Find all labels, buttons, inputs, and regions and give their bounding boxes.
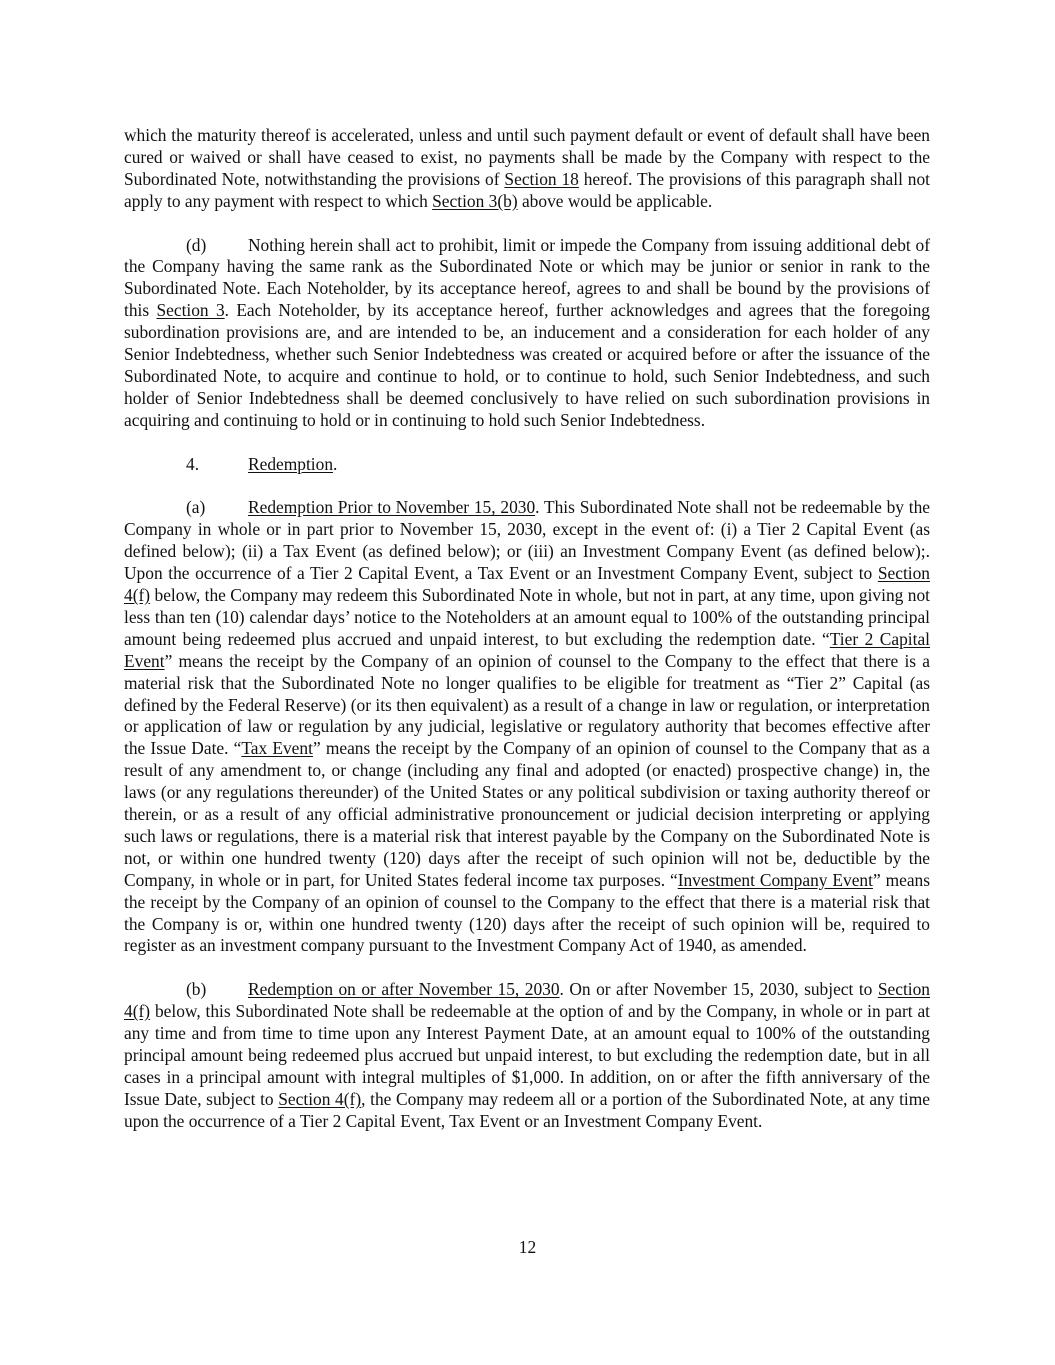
- section-4f-reference: Section 4(f): [124, 563, 930, 605]
- page-number: 12: [518, 1237, 537, 1257]
- paragraph-title: Redemption on or after November 15, 2030: [248, 979, 560, 1000]
- paragraph-title: Redemption Prior to November 15, 2030: [248, 497, 536, 518]
- section-title: Redemption: [248, 453, 334, 474]
- paragraph-4a: (a) Redemption Prior to November 15, 2030. This Subordinated Note shall not be redeemable by the Company in whole or in part prior to November 15, 2030, except in the event of: (i) a Tier 2 Capital Event (as defined below); (ii) a Tax Event (as defined below); or (iii) an Investment Company Event (as defined below);. Upon the occurrence of a Tier 2 Capital Event, a Tax Event or an Investment Company Event, subject to Section 4(f) below, the Company may redeem this Subordinated Note in whole, but not in part, at any time, upon giving not less than ten (10) calendar days’ notice to the Noteholders at an amount equal to 100% of the outstanding principal amount being redeemed plus accrued and unpaid interest, to but excluding the redemption date. “Tier 2 Capital Event” means the receipt by the Company of an opinion of counsel to the Company to the effect that there is a material risk that the Subordinated Note no longer qualifies to be eligible for treatment as “Tier 2” Capital (as defined by the Federal Reserve) (or its then equivalent) as a result of a change in law or regulation, or interpretation or application of law or regulation by any judicial, legislative or regulatory authority that becomes effective after the Issue Date. “Tax Event” means the receipt by the Company of an opinion of counsel to the Company that as a result of any amendment to, or change (including any final and adopted (or enacted) prospective change) in, the laws (or any regulations thereunder) of the United States or any political subdivision or taxing authority thereof or therein, or as a result of any official administrative pronouncement or judicial decision interpreting or applying such laws or regulations, there is a material risk that interest payable by the Company on the Subordinated Note is not, or within one hundred twenty (120) days after the receipt of such opinion will not be, deductible by the Company, in whole or in part, for United States federal income tax purposes. “Investment Company Event” means the receipt by the Company of an opinion of counsel to the Company to the effect that there is a material risk that the Company is or, within one hundred twenty (120) days after the receipt of such opinion will be, required to register as an investment company pursuant to the Investment Company Act of 1940, as amended.: [124, 497, 930, 956]
- document-page: [124, 125, 930, 1155]
- section-3b-reference: Section 3(b): [432, 190, 518, 211]
- defined-term-investment-company-event: Investment Company Event: [677, 869, 873, 890]
- section-4-heading: 4. Redemption.: [186, 453, 338, 474]
- defined-term-tier-2-capital-event: Tier 2 Capital Event: [124, 628, 930, 671]
- paragraph-4b: (b) Redemption on or after November 15, 2030. On or after November 15, 2030, subject to Section 4(f) below, this Subordinated Note shall be redeemable at the option of and by the Company, in whole or in part at any time and from time to time upon any Interest Payment Date, at an amount equal to 100% of the outstanding principal amount being redeemed plus accrued but unpaid interest, to but excluding the redemption date, but in all cases in a principal amount with integral multiples of $1,000. In addition, on or after the fifth anniversary of the Issue Date, subject to Section 4(f), the Company may redeem all or a portion of the Subordinated Note, at any time upon the occurrence of a Tier 2 Capital Event, Tax Event or an Investment Company Event.: [124, 979, 930, 1131]
- paragraph-label: (d): [186, 234, 207, 255]
- section-4f-reference: Section 4(f): [124, 979, 930, 1022]
- section-number: 4.: [186, 453, 200, 474]
- defined-term-tax-event: Tax Event: [241, 738, 313, 759]
- paragraph-3d: (d) Nothing herein shall act to prohibit, limit or impede the Company from issuing additional debt of the Company having the same rank as the Subordinated Note or which may be junior or senior in rank to the Subordinated Note. Each Noteholder, by its acceptance hereof, agrees to and shall be bound by the provisions of this Section 3. Each Noteholder, by its acceptance hereof, further acknowledges and agrees that the foregoing subordination provisions are, and are intended to be, an inducement and a consideration for each holder of any Senior Indebtedness, whether such Senior Indebtedness was created or acquired before or after the issuance of the Subordinated Note, to acquire and continue to hold, or to continue to hold, such Senior Indebtedness, and such holder of Senior Indebtedness shall be deemed conclusively to have relied on such subordination provisions in acquiring and continuing to hold or in continuing to hold such Senior Indebtedness.: [124, 234, 930, 430]
- paragraph-label: (b): [186, 979, 207, 1000]
- paragraph-label: (a): [186, 497, 206, 518]
- section-4f-reference: Section 4(f): [278, 1088, 362, 1109]
- section-3-reference: Section 3: [156, 300, 225, 321]
- paragraph-3c-continued: which the maturity thereof is accelerated, unless and until such payment default or event of default shall have been cured or waived or shall have ceased to exist, no payments shall be made by the Company with respect to the Subordinated Note, notwithstanding the provisions of Section 18 hereof. The provisions of this paragraph shall not apply to any payment with respect to which Section 3(b) above would be applicable.: [124, 125, 931, 211]
- section-18-reference: Section 18: [504, 168, 579, 189]
